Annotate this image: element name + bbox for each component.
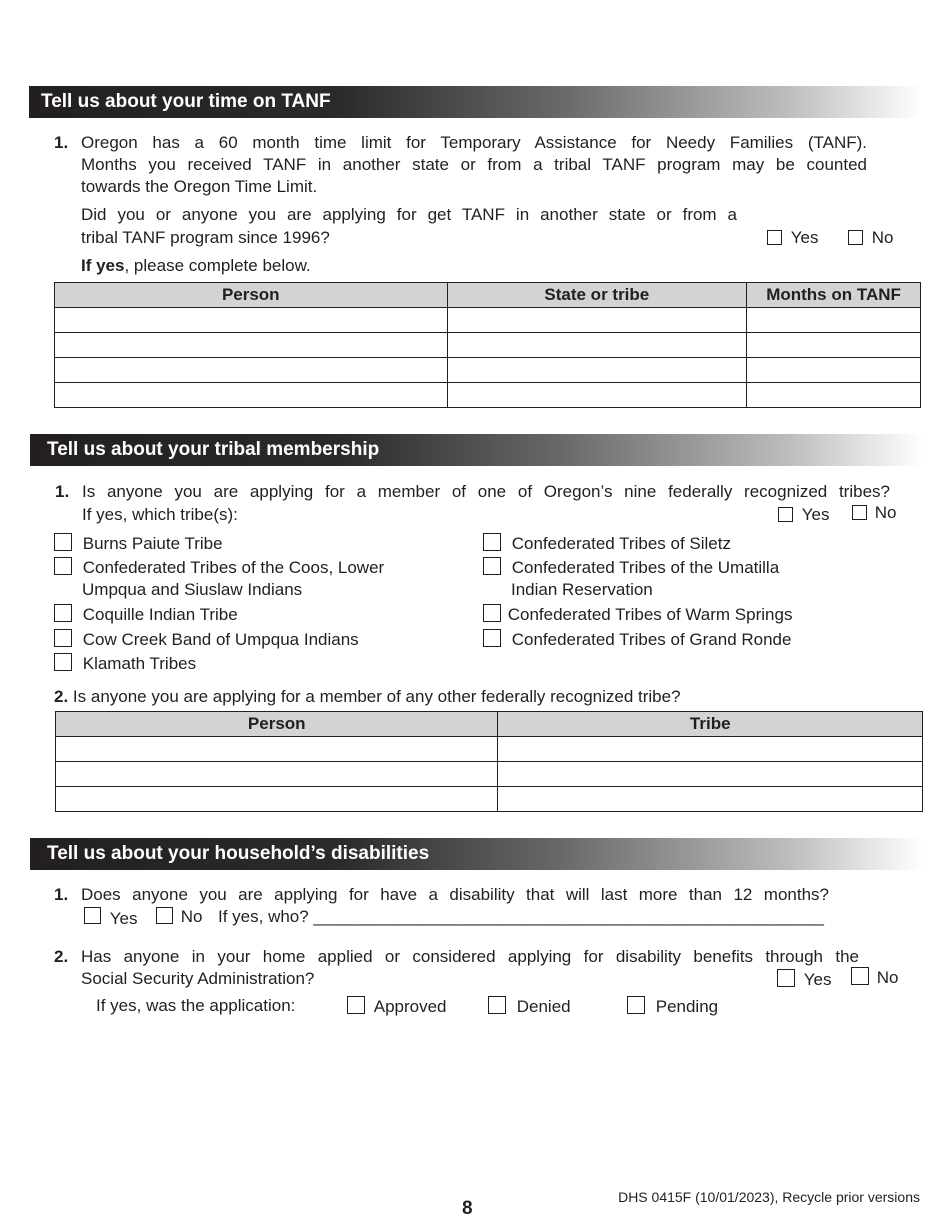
tanf-cell[interactable] <box>55 358 448 383</box>
tribal-yes-checkbox[interactable] <box>778 507 793 522</box>
tribe-checkbox[interactable] <box>54 557 72 575</box>
tanf-col-person: Person <box>55 283 448 308</box>
tribe-col-tribe: Tribe <box>498 712 923 737</box>
tanf-q1-number: 1. <box>54 133 69 152</box>
tribe-label: Confederated Tribes of Grand Ronde <box>511 630 792 649</box>
tribal-q2-text: Is anyone you are applying for a member of any other federally recognized tribe? <box>72 687 681 706</box>
tribal-no-label: No <box>874 503 897 522</box>
tribe-label: Burns Paiute Tribe <box>82 534 223 553</box>
disab-q2-yes-checkbox[interactable] <box>777 969 795 987</box>
tanf-table-header-row <box>55 283 921 308</box>
tanf-section-header <box>29 86 922 118</box>
form-id: DHS 0415F (10/01/2023), Recycle prior versions <box>618 1189 920 1205</box>
disab-app-label: If yes, was the application: <box>96 996 296 1015</box>
tribe-checkbox[interactable] <box>54 604 72 622</box>
tribe-checkbox[interactable] <box>54 629 72 647</box>
tribe-option-coos[interactable] <box>54 557 384 578</box>
disab-q1-yes-checkbox[interactable] <box>84 907 101 924</box>
tanf-q2-line1: Did you or anyone you are applying for get TANF in another state or from a <box>81 205 737 224</box>
tanf-cell[interactable] <box>55 308 448 333</box>
tanf-if-yes-bold: If yes <box>81 256 125 275</box>
tribal-q1-line2: If yes, which tribe(s): <box>82 505 238 524</box>
tanf-cell[interactable] <box>747 358 921 383</box>
tribe-label: Klamath Tribes <box>82 654 197 673</box>
tanf-no-checkbox[interactable] <box>848 230 863 245</box>
table-row <box>56 762 923 787</box>
tribe-checkbox[interactable] <box>483 557 501 575</box>
table-row <box>55 308 921 333</box>
tribe-cell[interactable] <box>498 787 923 812</box>
disab-q2-no-checkbox[interactable] <box>851 967 869 985</box>
tanf-table <box>54 282 921 408</box>
tribal-q2 <box>54 687 776 707</box>
tribe-label: Coquille Indian Tribe <box>82 605 238 624</box>
tanf-section-title: Tell us about your time on TANF <box>41 91 331 112</box>
tanf-q2-line2: tribal TANF program since 1996? <box>81 228 330 247</box>
disab-section-title: Tell us about your household’s disabilities <box>47 843 430 864</box>
tribal-section-header <box>30 434 923 466</box>
tribe-label: Confederated Tribes of Siletz <box>511 534 731 553</box>
tribe-option-warm-springs[interactable] <box>483 604 792 625</box>
tribe-cell[interactable] <box>56 737 498 762</box>
tribe-checkbox[interactable] <box>483 629 501 647</box>
table-row <box>55 333 921 358</box>
disab-q2-no-option[interactable] <box>851 967 898 988</box>
tribe-cell[interactable] <box>56 787 498 812</box>
disab-q1-yes-option[interactable] <box>84 907 137 927</box>
tribe-checkbox[interactable] <box>483 604 501 622</box>
tanf-if-yes-instruction <box>81 256 311 276</box>
disab-pending-option[interactable] <box>627 996 718 1017</box>
tribe-cell[interactable] <box>498 737 923 762</box>
disab-q2-number: 2. <box>54 947 69 966</box>
tribal-section-title: Tell us about your tribal membership <box>47 439 380 460</box>
tribal-q2-number: 2. <box>54 687 69 706</box>
disab-approved-label: Approved <box>373 997 447 1016</box>
table-row <box>55 358 921 383</box>
disab-q2-yes-option[interactable] <box>777 969 831 990</box>
tanf-cell[interactable] <box>55 333 448 358</box>
tribe-option-siletz[interactable] <box>483 533 731 554</box>
tanf-cell[interactable] <box>747 383 921 408</box>
tanf-yes-label: Yes <box>790 228 819 247</box>
tribe-option-grand-ronde[interactable] <box>483 629 791 650</box>
tanf-cell[interactable] <box>747 333 921 358</box>
tribal-no-checkbox[interactable] <box>852 505 867 520</box>
disab-q2-line2: Social Security Administration? <box>81 969 315 988</box>
disab-denied-checkbox[interactable] <box>488 996 506 1014</box>
tribe-label-continued: Umpqua and Siuslaw Indians <box>82 580 303 599</box>
tribe-option-coquille[interactable] <box>54 604 238 625</box>
tribe-label: Cow Creek Band of Umpqua Indians <box>82 630 359 649</box>
tribe-option-burns-paiute[interactable] <box>54 533 223 554</box>
disab-denied-label: Denied <box>516 997 571 1016</box>
disab-section-header <box>30 838 923 870</box>
tribal-yes-option[interactable] <box>778 505 829 525</box>
disab-q2-line1: Has anyone in your home applied or considered applying for disability benefits through the <box>81 947 859 966</box>
tanf-q1-line3: towards the Oregon Time Limit. <box>81 177 318 196</box>
tanf-q1-line2: Months you received TANF in another state or from a tribal TANF program may be counted <box>81 155 867 174</box>
tanf-col-state: State or tribe <box>447 283 747 308</box>
disab-denied-option[interactable] <box>488 996 571 1017</box>
tanf-col-months: Months on TANF <box>747 283 921 308</box>
tribe-label: Confederated Tribes of Warm Springs <box>507 605 793 624</box>
disab-pending-checkbox[interactable] <box>627 996 645 1014</box>
tribe-table-header-row <box>56 712 923 737</box>
tanf-cell[interactable] <box>55 383 448 408</box>
tribe-col-person: Person <box>56 712 498 737</box>
disab-q1-no-checkbox[interactable] <box>156 907 173 924</box>
tanf-yes-checkbox[interactable] <box>767 230 782 245</box>
tanf-cell[interactable] <box>447 358 747 383</box>
disab-q1-no-label: No <box>180 907 203 926</box>
disab-q1-who-field[interactable]: If yes, who? ______________________________________________________ <box>218 907 824 926</box>
tanf-cell[interactable] <box>447 333 747 358</box>
tribe-label: Confederated Tribes of the Coos, Lower <box>82 558 385 577</box>
tanf-no-label: No <box>871 228 894 247</box>
tribe-checkbox[interactable] <box>54 533 72 551</box>
disab-q2-yes-label: Yes <box>803 970 832 989</box>
tanf-q1-line1: Oregon has a 60 month time limit for Temporary Assistance for Needy Families (TANF). <box>81 133 867 152</box>
tribe-label: Confederated Tribes of the Umatilla <box>511 558 780 577</box>
tribal-q1-number: 1. <box>55 482 70 501</box>
tribe-option-klamath[interactable] <box>54 653 196 674</box>
tanf-yes-option[interactable] <box>767 228 818 248</box>
tanf-cell[interactable] <box>447 308 747 333</box>
tribe-cell[interactable] <box>498 762 923 787</box>
tribe-checkbox[interactable] <box>54 653 72 671</box>
tribal-no-option[interactable] <box>852 503 896 523</box>
tribe-cell[interactable] <box>56 762 498 787</box>
tribe-label-continued: Indian Reservation <box>511 580 653 599</box>
tanf-no-option[interactable] <box>848 228 893 248</box>
tanf-if-yes-rest: , please complete below. <box>124 256 311 275</box>
tribe-checkbox[interactable] <box>483 533 501 551</box>
table-row <box>55 383 921 408</box>
disab-approved-checkbox[interactable] <box>347 996 365 1014</box>
table-row <box>56 737 923 762</box>
tribal-q1-line1: Is anyone you are applying for a member of one of Oregon’s nine federally recognized tribes? <box>82 482 890 501</box>
tribe-table <box>55 711 923 812</box>
disab-q2-no-label: No <box>876 968 899 987</box>
tanf-cell[interactable] <box>447 383 747 408</box>
table-row <box>56 787 923 812</box>
disab-pending-label: Pending <box>655 997 719 1016</box>
disab-q1-line1: Does anyone you are applying for have a disability that will last more than 12 months? <box>81 885 829 904</box>
disab-q1-number: 1. <box>54 885 69 904</box>
disab-approved-option[interactable] <box>347 996 447 1017</box>
page-number: 8 <box>462 1198 473 1219</box>
tribe-option-umatilla[interactable] <box>483 557 779 578</box>
tribal-yes-label: Yes <box>801 505 830 524</box>
tanf-cell[interactable] <box>747 308 921 333</box>
tribe-option-cow-creek[interactable] <box>54 629 359 650</box>
disab-q1-yes-label: Yes <box>109 909 138 928</box>
disab-q1-no-option[interactable] <box>156 907 202 927</box>
